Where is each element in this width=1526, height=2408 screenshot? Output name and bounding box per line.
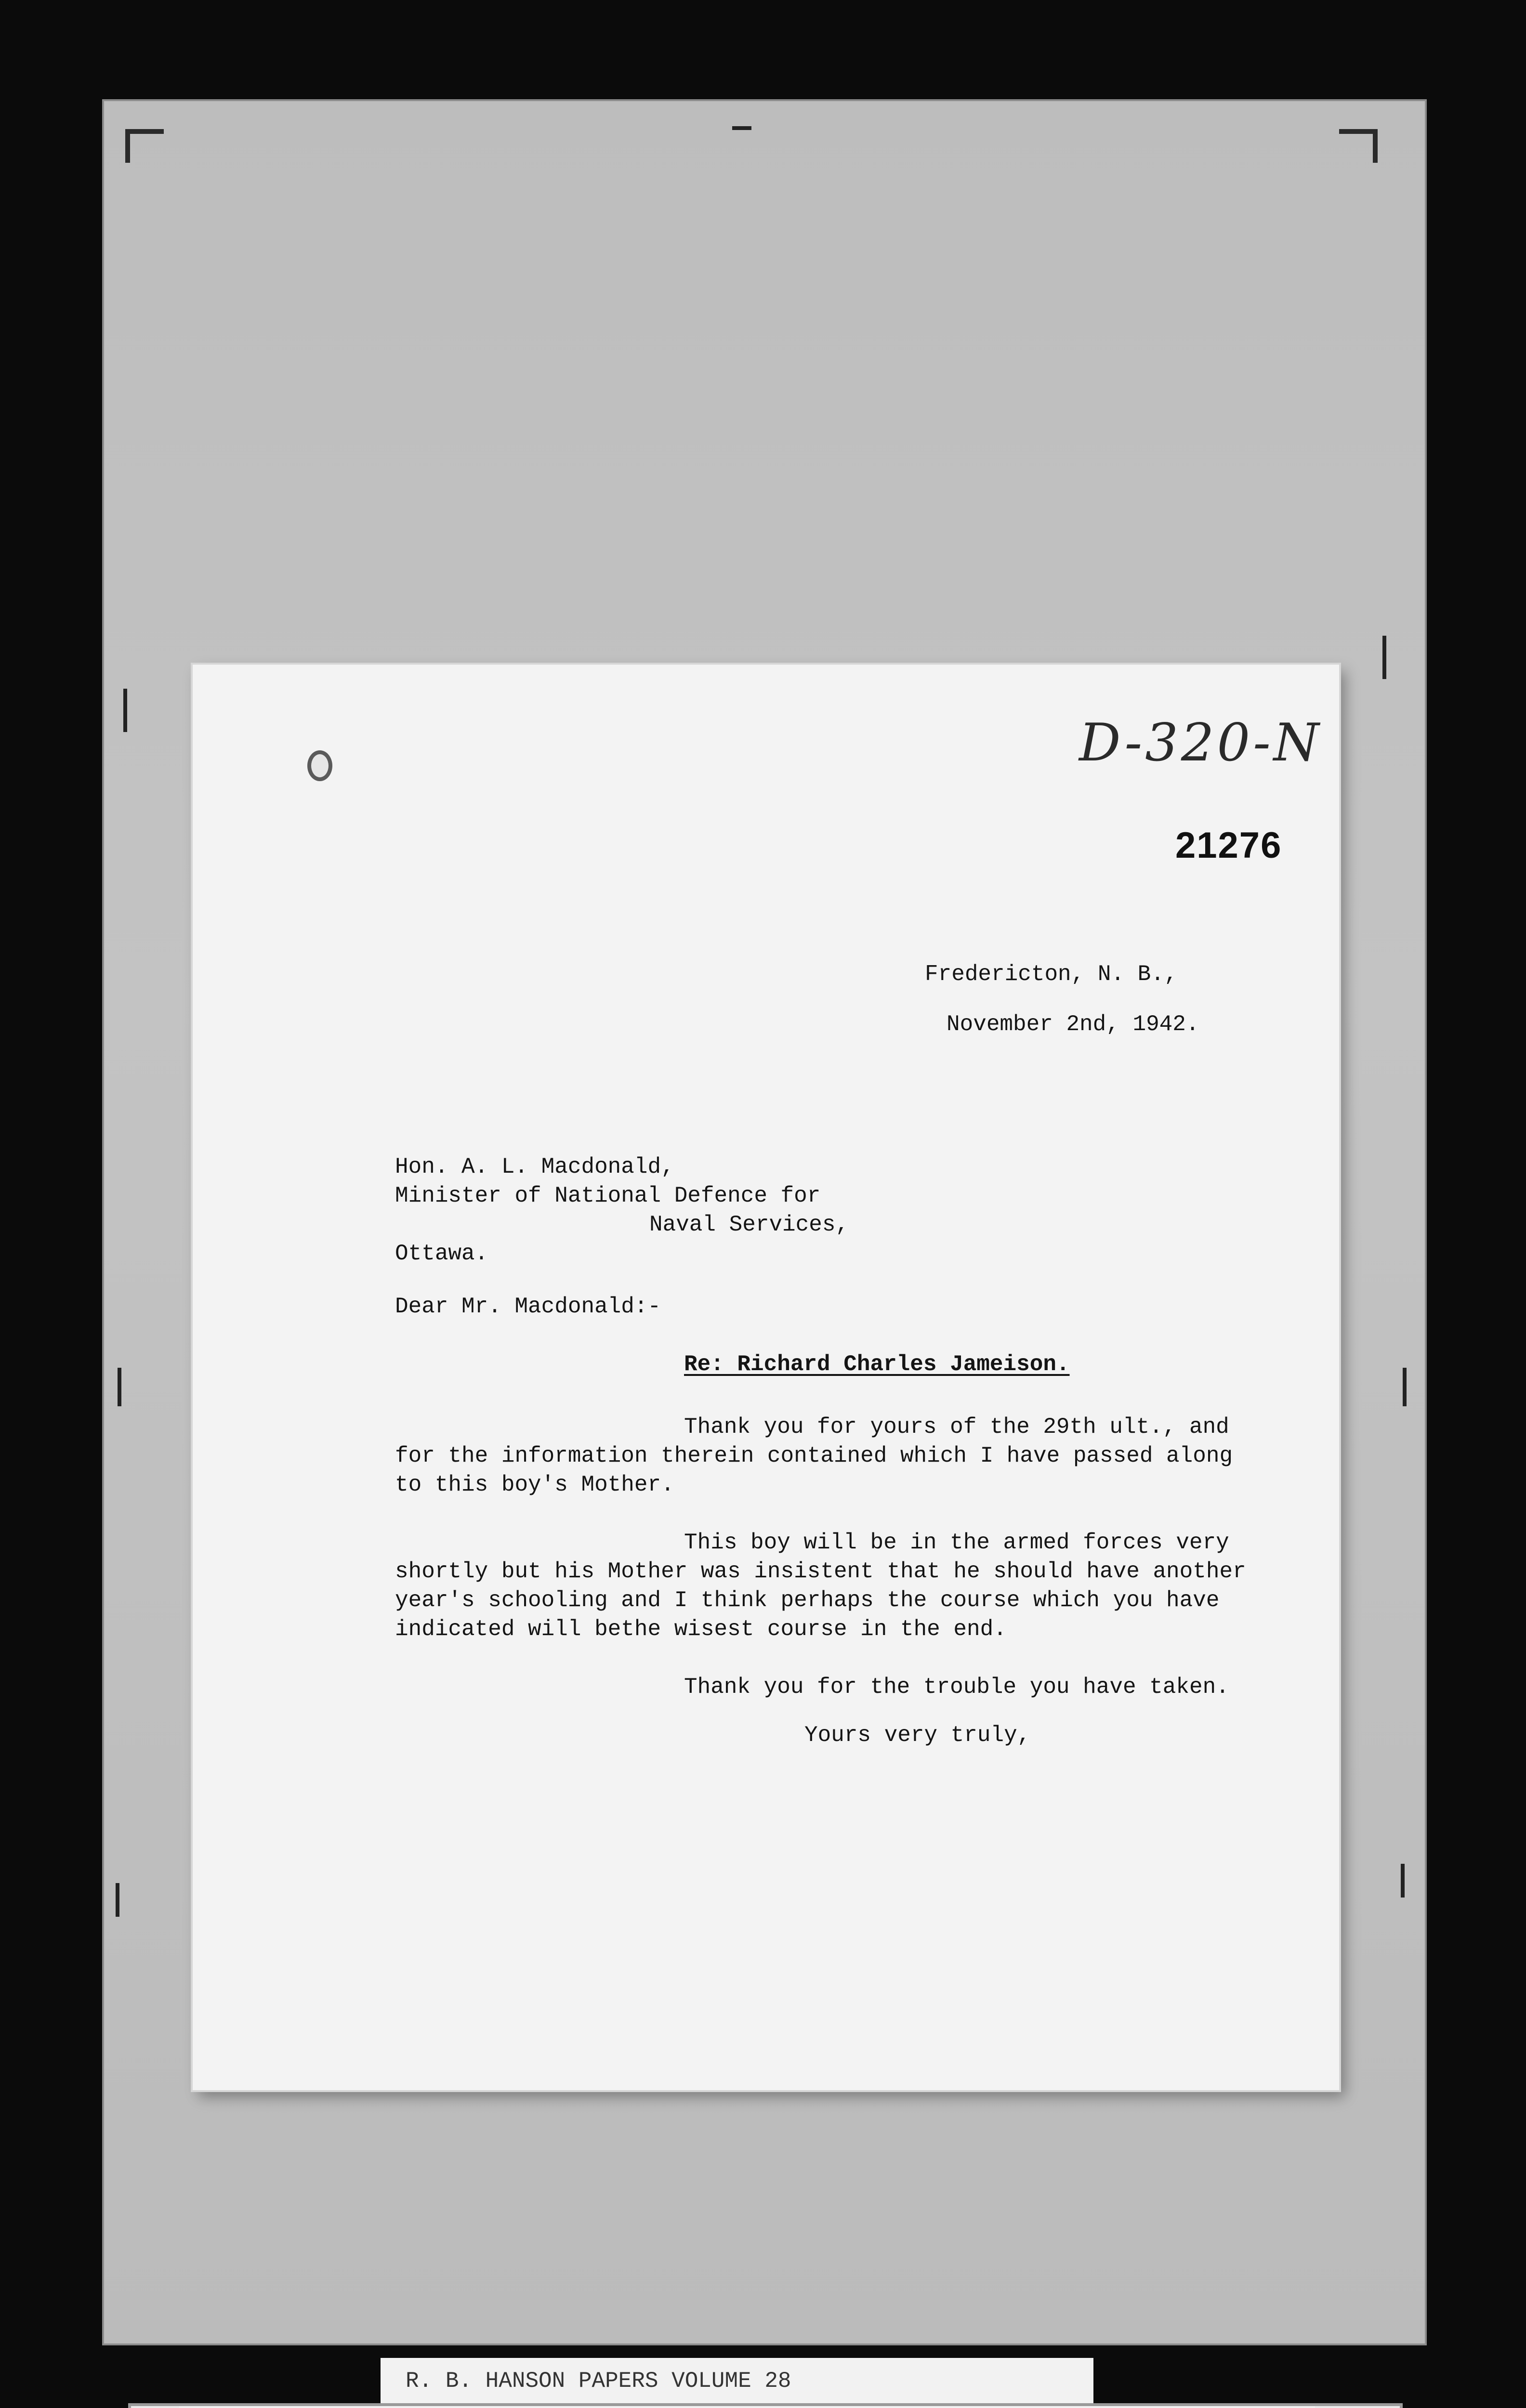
volume-strip: R. B. HANSON PAPERS VOLUME 28 bbox=[381, 2358, 1093, 2404]
registration-mark-top-left bbox=[125, 129, 164, 163]
closing: Yours very truly, bbox=[804, 1723, 1031, 1748]
paragraph-line: indicated will bethe wisest course in the end. bbox=[395, 1617, 1007, 1642]
registration-tick-right-mid bbox=[1403, 1368, 1407, 1406]
registration-tick-left bbox=[123, 689, 127, 732]
handwritten-reference: D-320-N bbox=[1079, 713, 1322, 773]
registration-tick-right-low bbox=[1401, 1864, 1405, 1898]
registration-tick-left-mid bbox=[118, 1368, 121, 1406]
archive-label-panel bbox=[179, 2406, 1315, 2408]
paragraph-line: for the information therein contained which I have passed along bbox=[395, 1443, 1233, 1468]
letter-place: Fredericton, N. B., bbox=[925, 962, 1178, 987]
address-line: Ottawa. bbox=[395, 1241, 488, 1266]
registration-tick-top bbox=[732, 126, 751, 130]
punch-hole-icon bbox=[307, 750, 332, 781]
letter-date: November 2nd, 1942. bbox=[947, 1012, 1199, 1037]
document-number: 21276 bbox=[1175, 825, 1282, 866]
subject-line: Re: Richard Charles Jameison. bbox=[684, 1352, 1070, 1377]
letter-page bbox=[193, 665, 1339, 2090]
archive-label bbox=[128, 2403, 1403, 2408]
paragraph-line: Thank you for yours of the 29th ult., and bbox=[684, 1414, 1229, 1440]
address-line: Naval Services, bbox=[649, 1212, 849, 1237]
salutation: Dear Mr. Macdonald:- bbox=[395, 1294, 661, 1319]
paragraph-line: This boy will be in the armed forces very bbox=[684, 1530, 1229, 1555]
address-line: Hon. A. L. Macdonald, bbox=[395, 1154, 674, 1179]
paragraph-line: shortly but his Mother was insistent that he should have another bbox=[395, 1559, 1246, 1584]
registration-tick-left-low bbox=[116, 1883, 119, 1917]
paragraph-line: year's schooling and I think perhaps the course which you have bbox=[395, 1588, 1220, 1613]
paragraph-line: to this boy's Mother. bbox=[395, 1472, 674, 1497]
paragraph-line: Thank you for the trouble you have taken. bbox=[684, 1675, 1229, 1700]
registration-mark-top-right bbox=[1339, 129, 1378, 163]
address-line: Minister of National Defence for bbox=[395, 1183, 821, 1208]
registration-tick-right bbox=[1382, 636, 1386, 679]
